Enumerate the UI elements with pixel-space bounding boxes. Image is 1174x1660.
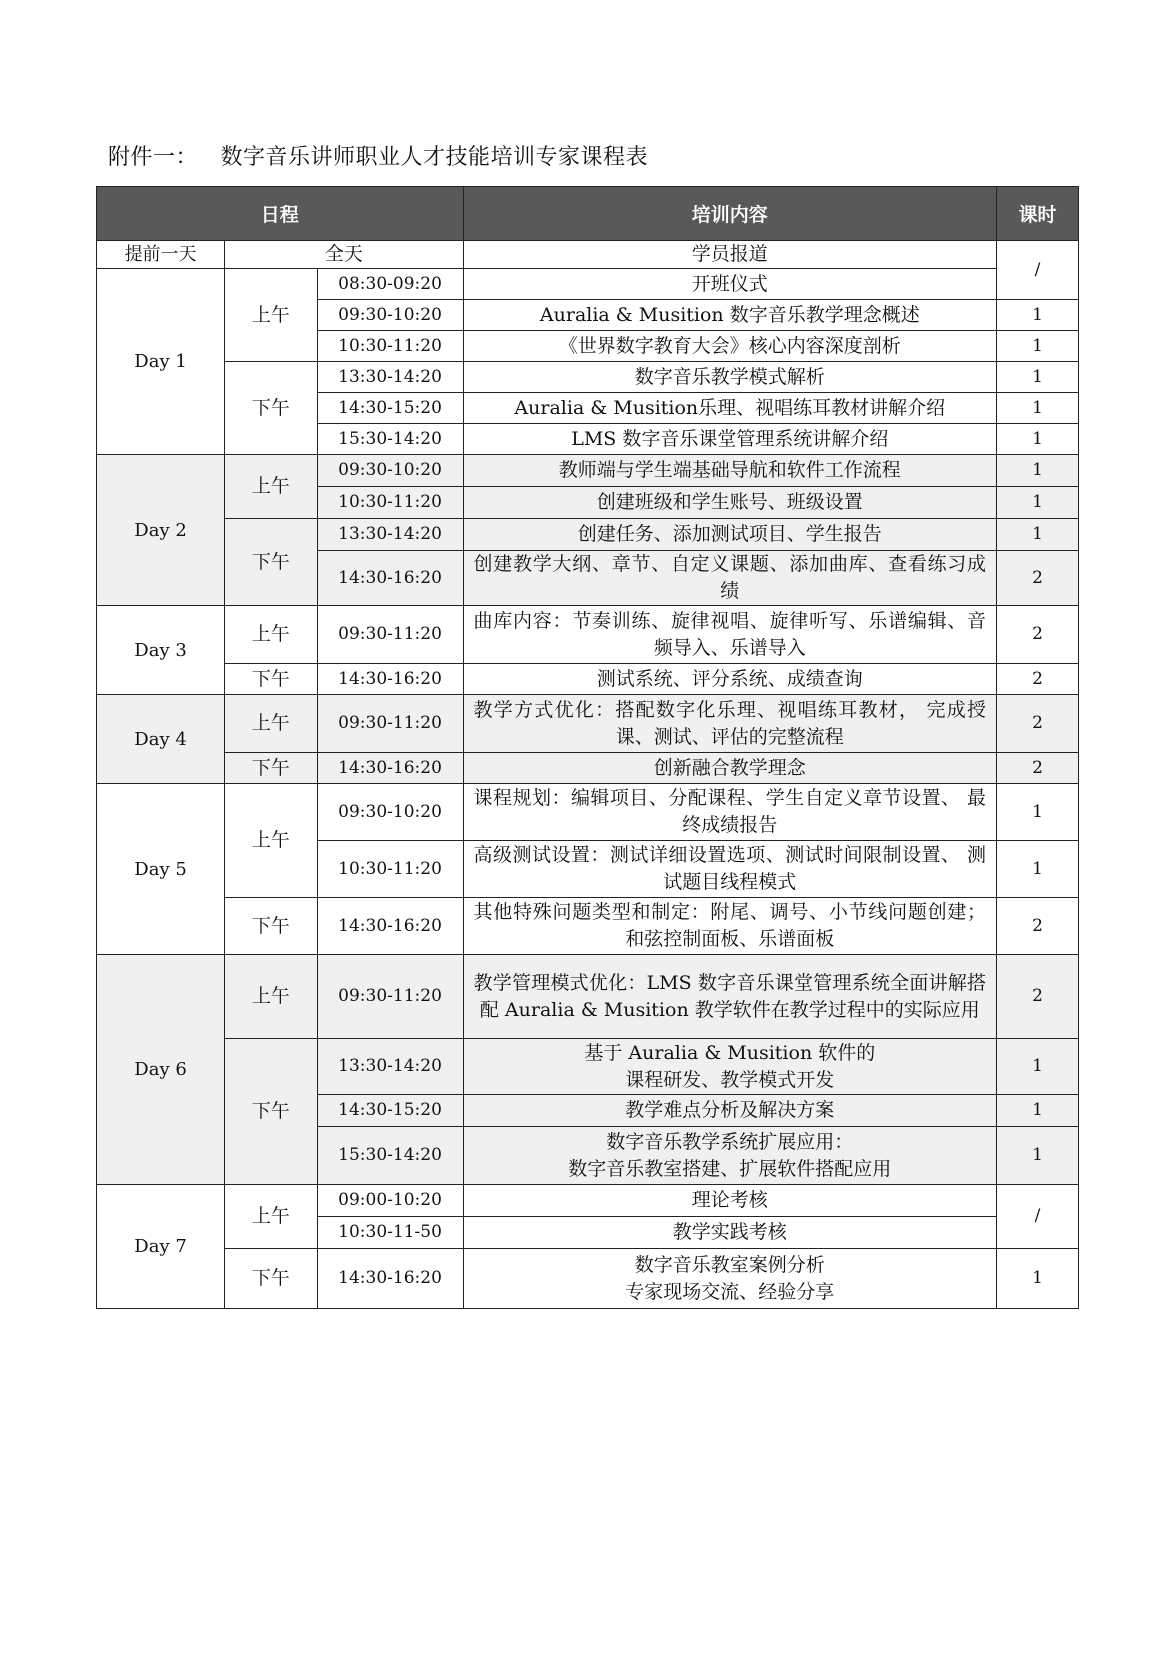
session-content <box>463 1249 997 1309</box>
session-hours: 1 <box>997 519 1079 551</box>
session-time: 09:30-10:20 <box>317 300 463 331</box>
session-hours: 1 <box>997 1095 1079 1127</box>
period-am: 上午 <box>225 784 317 898</box>
session-hours: 2 <box>997 664 1079 695</box>
header-hours: 课时 <box>997 187 1079 241</box>
content-line-2: 课程研发、教学模式开发 <box>625 1068 835 1091</box>
content-line-2: 专家现场交流、经验分享 <box>625 1280 835 1303</box>
period-pm: 下午 <box>225 362 317 455</box>
period-am: 上午 <box>225 1185 317 1249</box>
document-title: 附件一： 数字音乐讲师职业人才技能培训专家课程表 <box>108 145 648 170</box>
session-content: 教学实践考核 <box>463 1217 997 1249</box>
session-hours: 1 <box>997 424 1079 455</box>
session-hours: 2 <box>997 753 1079 784</box>
schedule-table <box>96 186 1079 1309</box>
prep-hours: / <box>997 241 1079 300</box>
session-content: LMS 数字音乐课堂管理系统讲解介绍 <box>463 424 997 455</box>
session-time: 08:30-09:20 <box>317 269 463 300</box>
day-label: Day 4 <box>97 695 225 784</box>
session-content: 开班仪式 <box>463 269 997 300</box>
session-content: 曲库内容：节奏训练、旋律视唱、旋律听写、乐谱编辑、音频导入、乐谱导入 <box>463 606 997 664</box>
session-hours: 2 <box>997 606 1079 664</box>
day-label: Day 5 <box>97 784 225 955</box>
period-pm: 下午 <box>225 1039 317 1185</box>
session-content: Auralia & Musition乐理、视唱练耳教材讲解介绍 <box>463 393 997 424</box>
session-hours: / <box>997 1185 1079 1249</box>
session-time: 10:30-11-50 <box>317 1217 463 1249</box>
content-line-1: 数字音乐教学系统扩展应用： <box>606 1130 854 1153</box>
session-time: 14:30-16:20 <box>317 664 463 695</box>
session-time: 10:30-11:20 <box>317 841 463 898</box>
session-time: 09:00-10:20 <box>317 1185 463 1217</box>
period-am: 上午 <box>225 695 317 753</box>
session-hours: 1 <box>997 1249 1079 1309</box>
session-content <box>463 1127 997 1185</box>
session-time: 13:30-14:20 <box>317 519 463 551</box>
session-time: 10:30-11:20 <box>317 331 463 362</box>
prep-content: 学员报道 <box>463 241 997 269</box>
session-content: 创建班级和学生账号、班级设置 <box>463 487 997 519</box>
session-content: Auralia & Musition 数字音乐教学理念概述 <box>463 300 997 331</box>
period-pm: 下午 <box>225 664 317 695</box>
day-label: Day 2 <box>97 455 225 606</box>
period-pm: 下午 <box>225 519 317 606</box>
session-time: 15:30-14:20 <box>317 424 463 455</box>
session-hours: 1 <box>997 362 1079 393</box>
session-content <box>463 1039 997 1095</box>
session-content: 课程规划：编辑项目、分配课程、学生自定义章节设置、 最终成绩报告 <box>463 784 997 841</box>
session-content: 测试系统、评分系统、成绩查询 <box>463 664 997 695</box>
period-pm: 下午 <box>225 753 317 784</box>
period-am: 上午 <box>225 955 317 1039</box>
session-content: 其他特殊问题类型和制定：附尾、调号、小节线问题创建；和弦控制面板、乐谱面板 <box>463 898 997 955</box>
content-line-1: 基于 Auralia & Musition 软件的 <box>584 1041 876 1064</box>
period-am: 上午 <box>225 269 317 362</box>
session-content: 创新融合教学理念 <box>463 753 997 784</box>
session-content: 教学方式优化：搭配数字化乐理、视唱练耳教材， 完成授课、测试、评估的完整流程 <box>463 695 997 753</box>
session-time: 15:30-14:20 <box>317 1127 463 1185</box>
session-time: 09:30-10:20 <box>317 455 463 487</box>
session-hours: 1 <box>997 455 1079 487</box>
day-label: Day 6 <box>97 955 225 1185</box>
session-content: 教学管理模式优化：LMS 数字音乐课堂管理系统全面讲解搭配 Auralia & Musition 教学软件在教学过程中的实际应用 <box>463 955 997 1039</box>
prep-period: 全天 <box>225 241 463 269</box>
session-time: 14:30-16:20 <box>317 898 463 955</box>
header-content: 培训内容 <box>463 187 997 241</box>
prep-label: 提前一天 <box>97 241 225 269</box>
session-content: 创建教学大纲、章节、自定义课题、添加曲库、查看练习成绩 <box>463 551 997 606</box>
content-line-1: 数字音乐教室案例分析 <box>634 1253 825 1276</box>
session-time: 09:30-11:20 <box>317 955 463 1039</box>
session-hours: 1 <box>997 1127 1079 1185</box>
session-time: 14:30-16:20 <box>317 551 463 606</box>
session-time: 14:30-16:20 <box>317 1249 463 1309</box>
session-time: 14:30-15:20 <box>317 393 463 424</box>
session-content: 理论考核 <box>463 1185 997 1217</box>
session-content: 《世界数字教育大会》核心内容深度剖析 <box>463 331 997 362</box>
period-am: 上午 <box>225 455 317 519</box>
session-time: 09:30-10:20 <box>317 784 463 841</box>
content-line-2: 数字音乐教室搭建、扩展软件搭配应用 <box>568 1157 892 1180</box>
session-hours: 1 <box>997 300 1079 331</box>
session-content: 数字音乐教学模式解析 <box>463 362 997 393</box>
session-time: 09:30-11:20 <box>317 606 463 664</box>
day-label: Day 3 <box>97 606 225 695</box>
day-label: Day 7 <box>97 1185 225 1309</box>
period-am: 上午 <box>225 606 317 664</box>
session-time: 14:30-15:20 <box>317 1095 463 1127</box>
header-schedule: 日程 <box>97 187 464 241</box>
session-hours: 2 <box>997 898 1079 955</box>
session-time: 13:30-14:20 <box>317 362 463 393</box>
session-content: 创建任务、添加测试项目、学生报告 <box>463 519 997 551</box>
session-content: 教学难点分析及解决方案 <box>463 1095 997 1127</box>
session-hours: 1 <box>997 393 1079 424</box>
session-content: 高级测试设置：测试详细设置选项、测试时间限制设置、 测试题目线程模式 <box>463 841 997 898</box>
session-time: 14:30-16:20 <box>317 753 463 784</box>
period-pm: 下午 <box>225 1249 317 1309</box>
session-hours: 2 <box>997 955 1079 1039</box>
session-hours: 1 <box>997 331 1079 362</box>
session-hours: 2 <box>997 551 1079 606</box>
session-time: 10:30-11:20 <box>317 487 463 519</box>
session-hours: 1 <box>997 487 1079 519</box>
session-hours: 1 <box>997 784 1079 841</box>
session-hours: 1 <box>997 841 1079 898</box>
session-time: 13:30-14:20 <box>317 1039 463 1095</box>
period-pm: 下午 <box>225 898 317 955</box>
session-hours: 2 <box>997 695 1079 753</box>
session-time: 09:30-11:20 <box>317 695 463 753</box>
day-label: Day 1 <box>97 269 225 455</box>
session-hours: 1 <box>997 1039 1079 1095</box>
session-content: 教师端与学生端基础导航和软件工作流程 <box>463 455 997 487</box>
